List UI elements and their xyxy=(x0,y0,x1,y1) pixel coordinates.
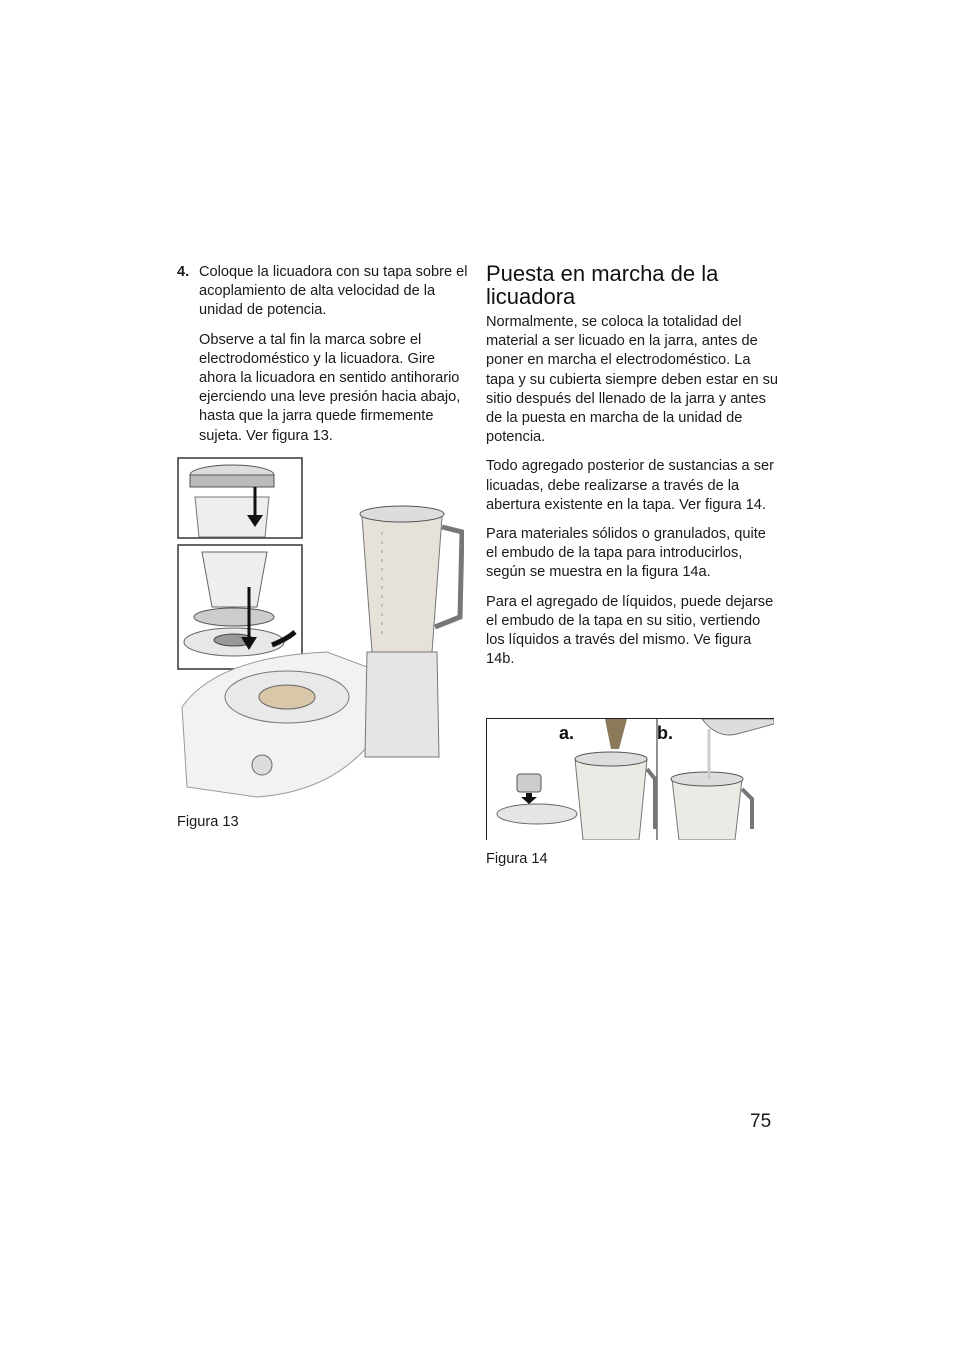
paragraph-2: Todo agregado posterior de sustancias a ser licuadas, debe realizarse a través de la abertura existente en la tapa. Ver figura 14. xyxy=(486,458,774,513)
adding-ingredients-drawing xyxy=(487,719,774,840)
step-text: Coloque la licuadora con su tapa sobre el acoplamiento de alta velocidad de la unidad de potencia. xyxy=(199,264,468,319)
step-4 xyxy=(177,263,469,446)
paragraph-4: Para el agregado de líquidos, puede dejarse el embudo de la tapa en su sitio, vertiendo los líquidos a través del mismo. Ve figura 14b. xyxy=(486,593,774,668)
blender-assembly-drawing xyxy=(177,457,464,802)
figure-14-caption: Figura 14 xyxy=(486,851,548,867)
paragraph-3: Para materiales sólidos o granulados, quite el embudo de la tapa para introducirlos, según se muestra en la figura 14a. xyxy=(486,526,766,581)
paragraph-1: Normalmente, se coloca la totalidad del material a ser licuado en la jarra, antes de poner en marcha el electrodoméstico. La tapa y su cubierta siempre deben estar en su sitio después del llenado de la jarra y antes de la puesta en marcha de la unidad de potencia. xyxy=(486,314,779,446)
figure-13-illustration xyxy=(177,457,464,802)
left-column xyxy=(177,263,469,446)
section-heading: Puesta en marcha de la licuadora xyxy=(486,261,719,309)
label-a: a. xyxy=(559,723,575,743)
figure-14-illustration xyxy=(486,718,774,840)
figure-13-caption: Figura 13 xyxy=(177,814,239,830)
step-detail: Observe a tal fin la marca sobre el electrodoméstico y la licuadora. Gire ahora la licuadora en sentido antihorario ejerciendo una leve presión hacia abajo, hasta que la jarra quede firmemente sujeta. Ver figura 13. xyxy=(199,331,461,444)
step-number: 4. xyxy=(177,264,190,280)
label-b: b. xyxy=(657,723,673,743)
step-body xyxy=(199,263,469,446)
page-number: 75 xyxy=(750,1111,772,1132)
right-column xyxy=(486,262,780,669)
